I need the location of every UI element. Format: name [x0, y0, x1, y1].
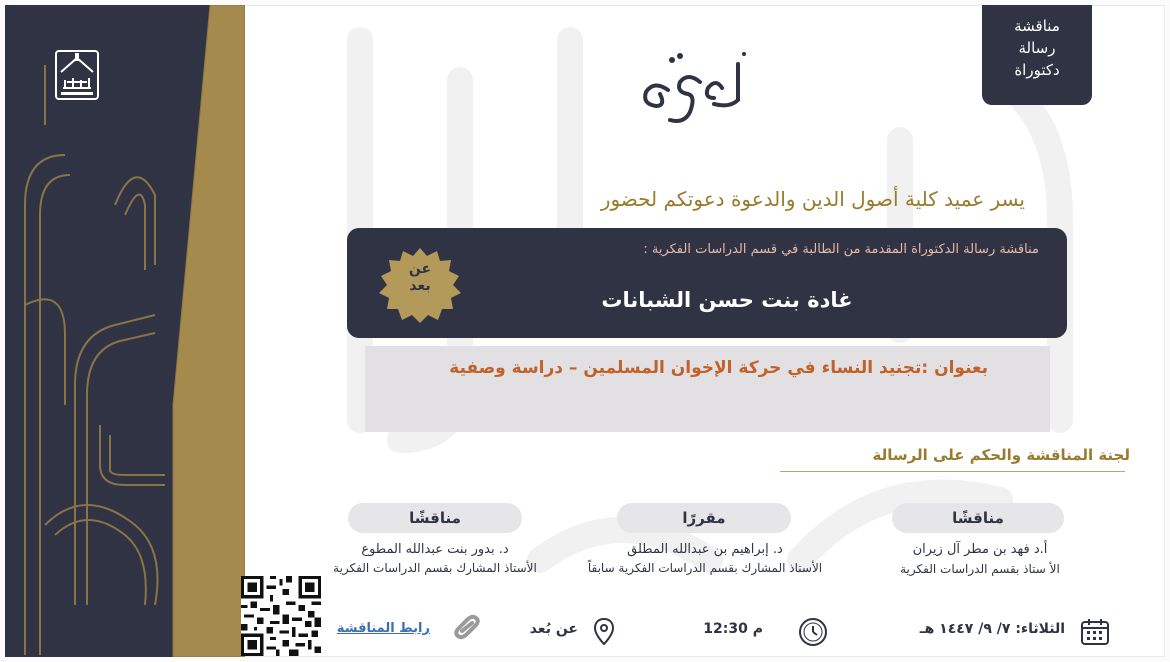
- remote-seal-label: [375, 261, 465, 295]
- member-1-title: الأ ستاذ بقسم الدراسات الفكرية: [900, 562, 1060, 576]
- invitation-title-calligraphy: [630, 42, 760, 132]
- left-decorative-panel: [5, 5, 245, 657]
- seal-line-2: بعد: [409, 278, 431, 294]
- candidate-panel: [347, 228, 1067, 338]
- member-2-role-pill: مقررًا: [617, 503, 791, 533]
- member-1-name: أ.د فهد بن مطر آل زيران: [912, 542, 1048, 557]
- defense-location: عن بُعد: [529, 621, 578, 637]
- candidate-intro-text: مناقشة رسالة الدكتوراة المقدمة من الطالبة في قسم الدراسات الفكرية :: [643, 242, 1039, 257]
- member-3-name: د. بدور بنت عبدالله المطوع: [361, 542, 509, 557]
- qr-code-icon[interactable]: [241, 576, 321, 656]
- thesis-title-panel: [365, 346, 1050, 432]
- member-3-title: الأستاذ المشارك بقسم الدراسات الفكرية: [333, 561, 537, 575]
- member-2-title: الأستاذ المشارك بقسم الدراسات الفكرية سابقاً: [587, 561, 823, 575]
- defense-date: الثلاثاء: ٧/ ٩/ ١٤٤٧ هـ: [919, 621, 1065, 637]
- member-1-role-pill: مناقشًا: [892, 503, 1064, 533]
- calendar-icon: [1080, 618, 1110, 646]
- badge-line-2: رسالة: [1018, 39, 1056, 57]
- committee-heading: لجنة المناقشة والحكم على الرسالة: [872, 446, 1130, 464]
- chain-link-icon[interactable]: [447, 614, 487, 640]
- clock-icon: [797, 617, 829, 647]
- member-2-name: د. إبراهيم بن عبدالله المطلق: [627, 542, 783, 557]
- defense-link[interactable]: رابط المناقشة: [336, 621, 430, 636]
- gold-calligraphy-decoration: [5, 5, 245, 657]
- defense-time: 12:30 م: [703, 621, 763, 637]
- doctoral-defense-badge: [982, 5, 1092, 105]
- seal-line-1: عن: [408, 261, 432, 277]
- invitation-sentence: يسر عميد كلية أصول الدين والدعوة دعوتكم لحضور: [600, 187, 1025, 211]
- badge-line-3: دكتوراة: [1014, 61, 1060, 79]
- committee-divider: [780, 471, 1125, 472]
- candidate-name: غادة بنت حسن الشبانات: [601, 288, 853, 312]
- location-pin-icon: [593, 617, 615, 647]
- thesis-title: بعنوان :تجنيد النساء في حركة الإخوان المسلمين – دراسة وصفية: [449, 358, 988, 378]
- badge-line-1: مناقشة: [1014, 17, 1060, 35]
- university-logo-icon: [55, 50, 99, 100]
- member-3-role-pill: مناقشًا: [348, 503, 522, 533]
